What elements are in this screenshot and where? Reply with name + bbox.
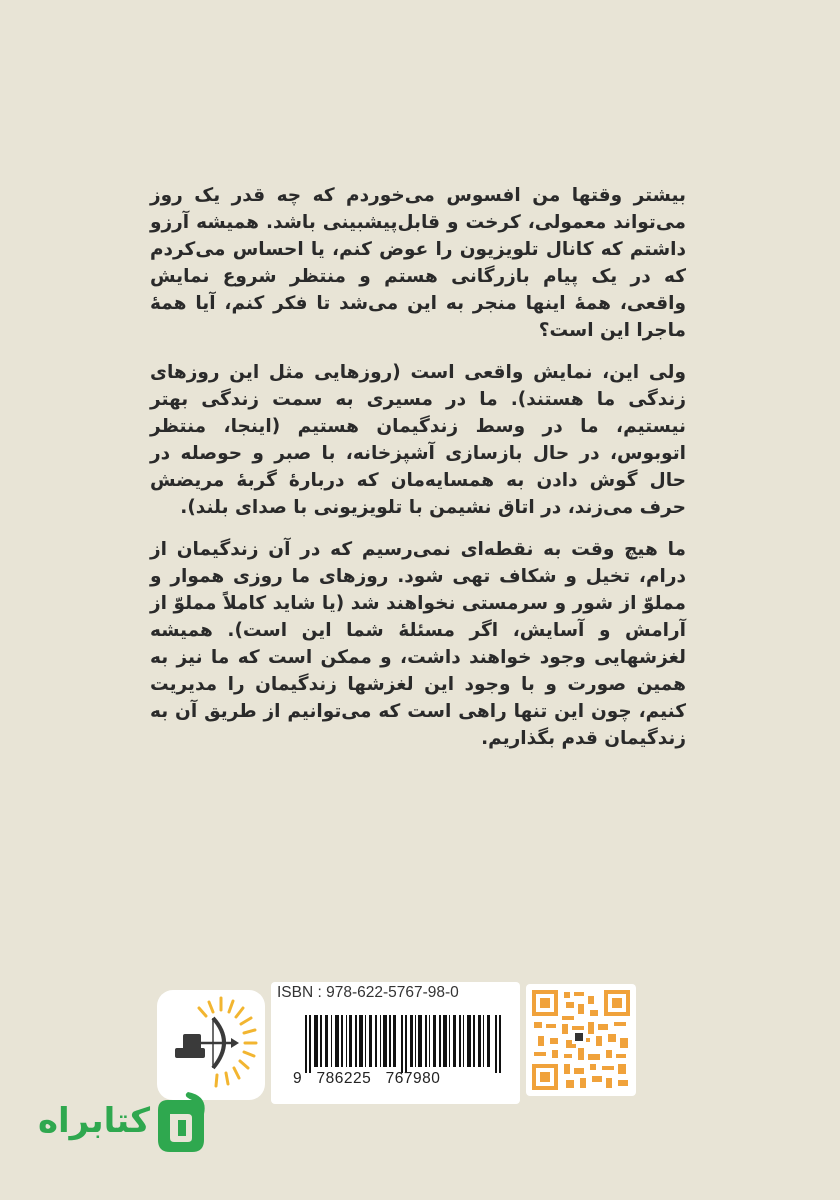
barcode-digits: 9 786225 767980 [293, 1070, 441, 1087]
paragraph-2: ولی این، نمایش واقعی است (روزهایی مثل این روزهای زندگی ما هستند). ما در مسیری به سمت زندگی بهتر نیستیم، ما در وسط زندگیمان هستیم (اینجا، منتظر اتوبوس، در حال بازسازی آشپزخانه، با صبر و حوصله در حال گوش دادن به همسایه‌مان که دربارهٔ گربهٔ مریضش حرف می‌زند، در اتاق نشیمن با تلویزیونی با صدای بلند). [150, 362, 686, 518]
barcode-icon [305, 1015, 505, 1073]
publisher-logo [157, 990, 265, 1100]
qr-code-box[interactable] [526, 984, 636, 1096]
back-cover-text [150, 182, 686, 767]
isbn-barcode-box [271, 982, 520, 1104]
qr-code-icon [532, 990, 630, 1090]
ketabrah-book-leaf-icon [152, 1092, 214, 1156]
archer-sun-logo-icon [157, 990, 265, 1100]
brand-name: کتابراه [37, 1101, 150, 1141]
paragraph-1: بیشتر وقتها من افسوس می‌خوردم که چه قدر یک روز می‌تواند معمولی، کرخت و قابل‌پیشبینی باشد. همیشه آرزو داشتم که کانال تلویزیون را عوض کنم، یا احساس می‌کردم که در یک پیام بازرگانی هستم و منتظر شروع نمایش واقعی، همهٔ اینها منجر به این می‌شد تا فکر کنم، آیا همهٔ ماجرا این است؟ [150, 185, 686, 341]
brand-logo[interactable] [37, 1092, 215, 1156]
paragraph-3: ما هیچ وقت به نقطه‌ای نمی‌رسیم که در آن زندگیمان از درام، تخیل و شکاف تهی شود. روزهای ما روزی هموار و مملوّ از شور و سرمستی نخواهند شد (یا شاید کاملاً مملوّ از آرامش و آسایش، اگر مسئلهٔ شما این است). همیشه لغزشهایی وجود خواهند داشت، و ممکن است که ما نیز به همین صورت و با وجود این لغزشها زندگیمان را مدیریت کنیم، چون این تنها راهی است که می‌توانیم از طریق آن به زندگیمان قدم بگذاریم. [150, 539, 686, 749]
isbn-label: ISBN : 978-622-5767-98-0 [277, 984, 459, 1001]
